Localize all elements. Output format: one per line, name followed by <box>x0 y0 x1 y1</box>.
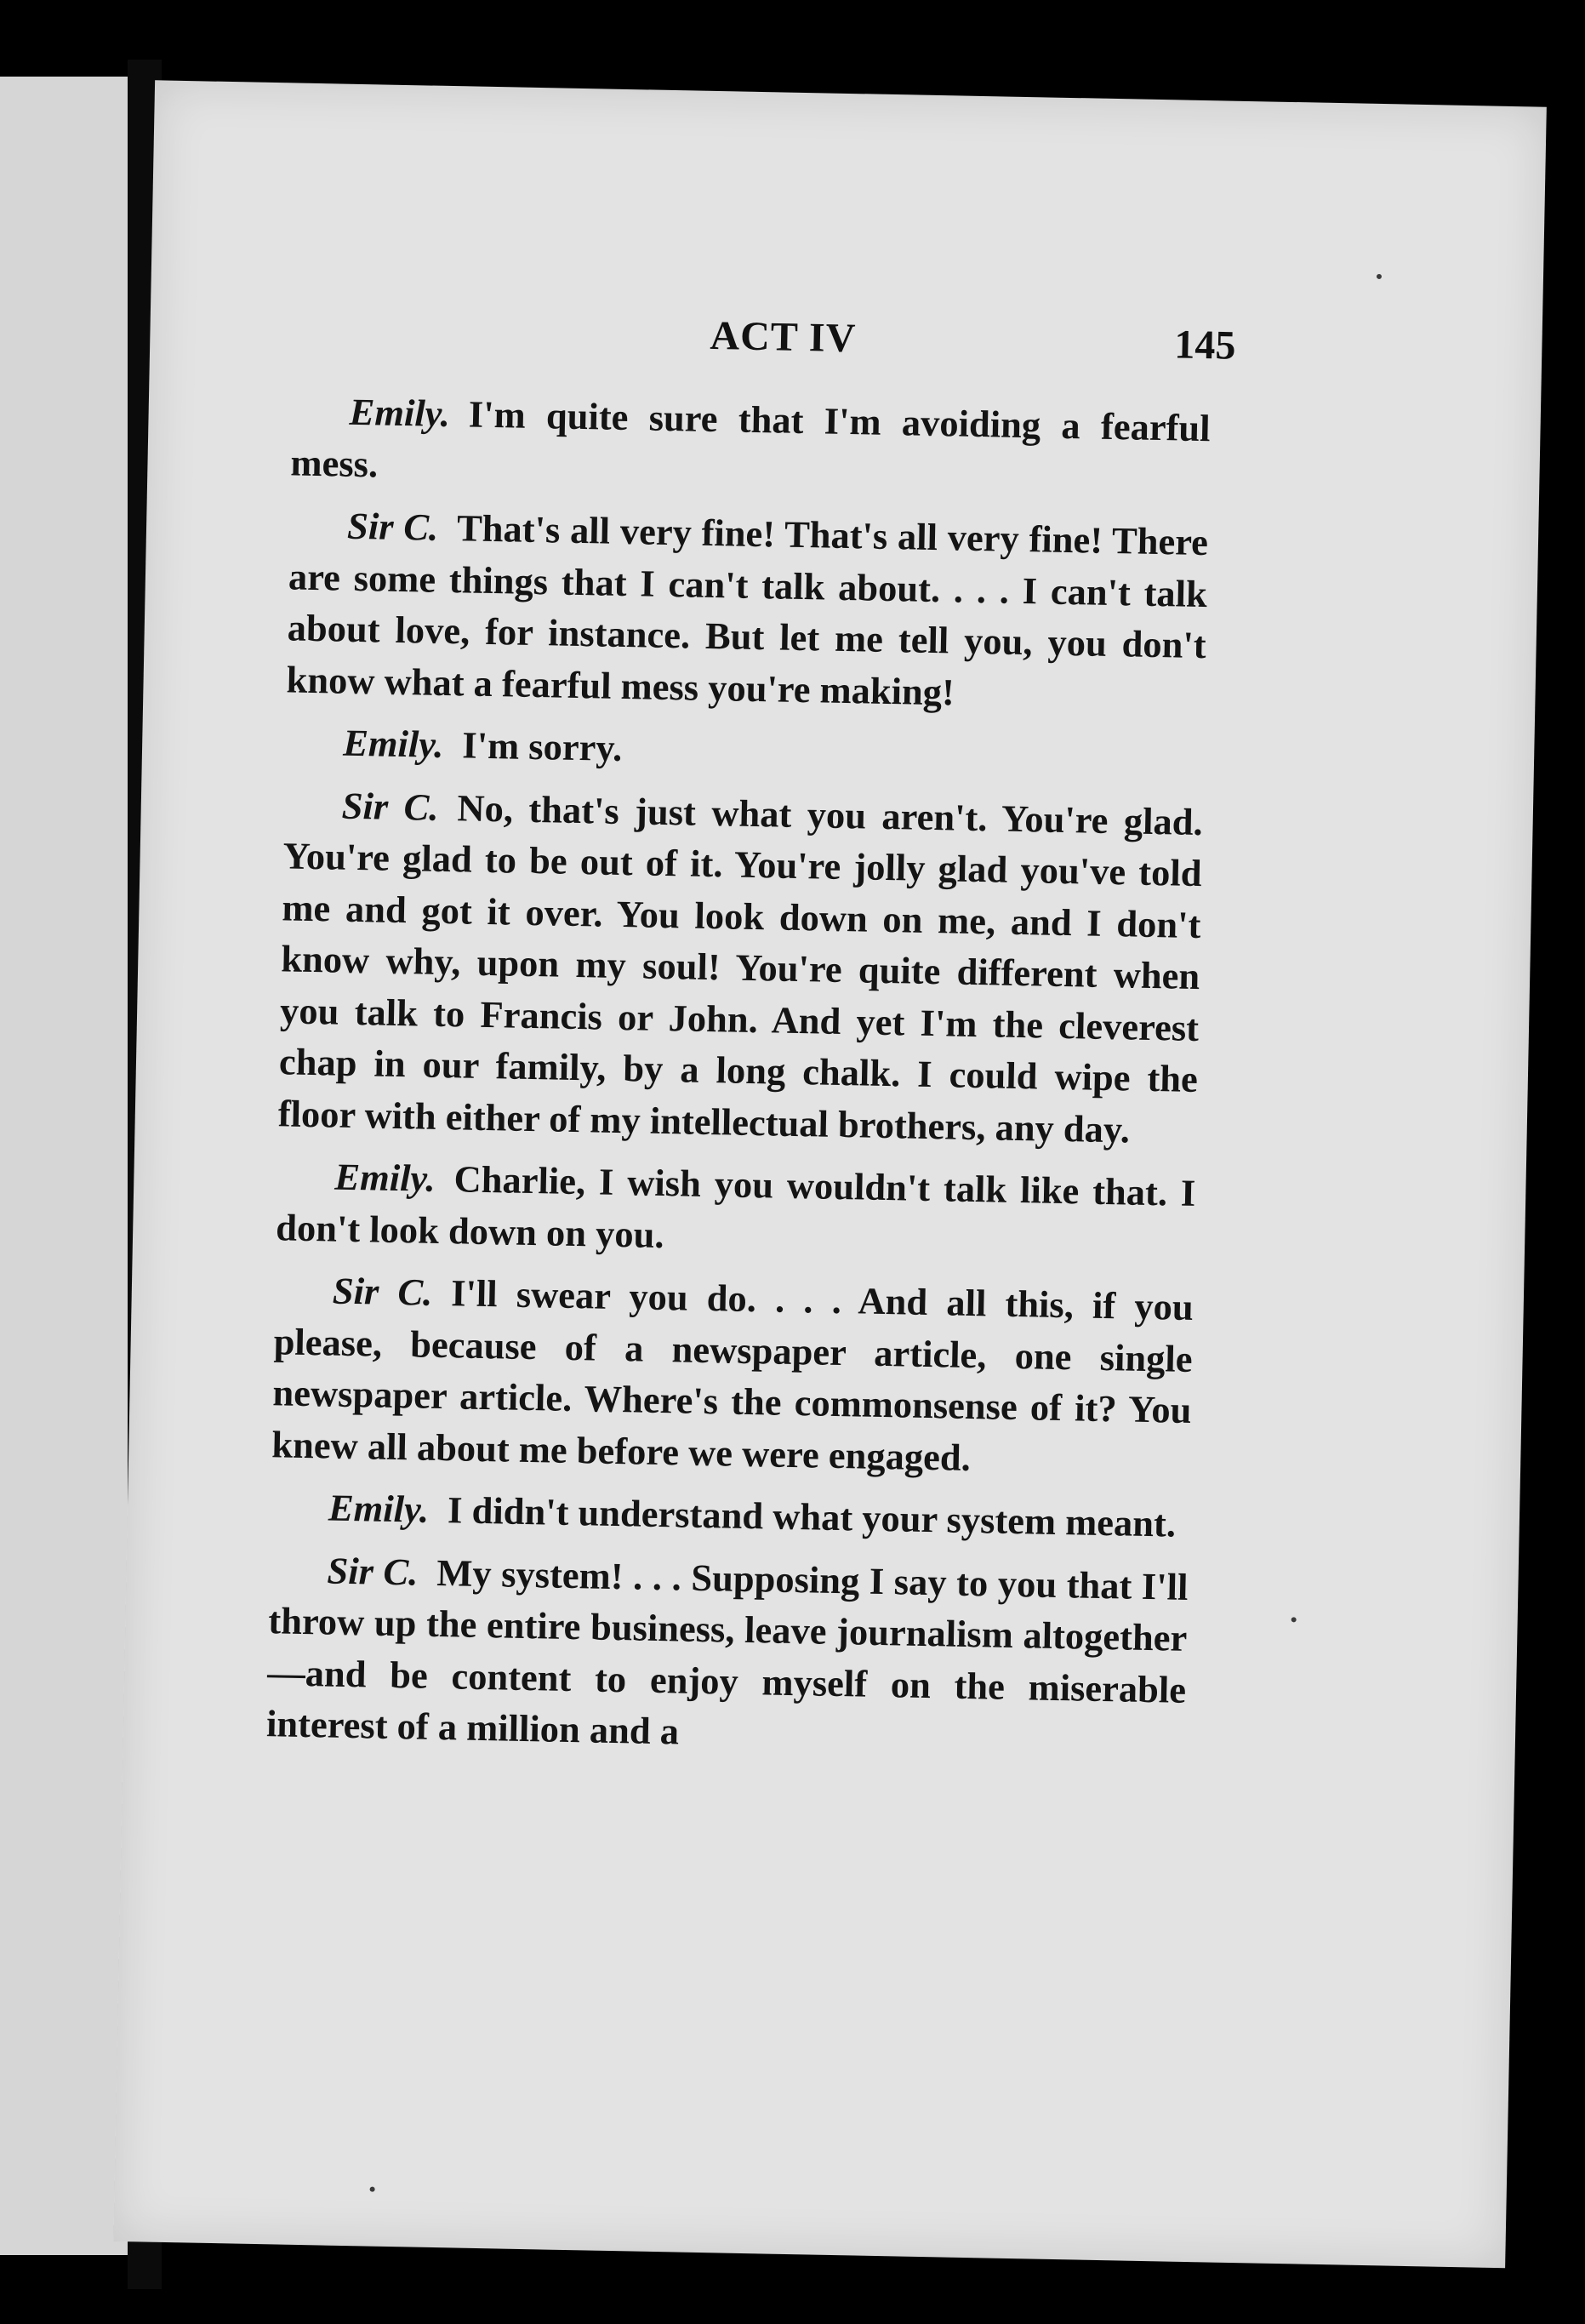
speech-text: My system! . . . Supposing I say to you that I'll throw up the entire business, leave journalism altogether—and be content to enjoy myself on the miserable interest of a million and a <box>265 1550 1189 1753</box>
page-number: 145 <box>1173 322 1236 368</box>
speech-text: I'm sorry. <box>461 723 623 769</box>
dialogue-line <box>271 1264 1194 1487</box>
running-head: ACT IV <box>710 312 857 362</box>
dialogue-line <box>277 779 1203 1156</box>
speaker-name: Sir C. <box>346 504 439 549</box>
dialogue-line <box>290 385 1211 505</box>
previous-page-edge <box>0 77 130 2255</box>
speaker-name: Emily. <box>349 390 451 436</box>
speaker-name: Emily. <box>334 1155 436 1200</box>
speech-text: No, that's just what you aren't. You're glad. You're glad to be out of it. You're jolly glad you've told me and got it over. You look down on me, and I don't know why, upon my soul! You're quite different when you talk to Francis or John. And yet I'm the cleverest chap in our family, by a long chalk. I could wipe the floor with either of my intellectual brothers, any day. <box>277 785 1204 1151</box>
page-header <box>150 301 1542 387</box>
speech-text: I didn't understand what your system meant. <box>447 1488 1177 1545</box>
dust-speck <box>1377 274 1382 279</box>
speaker-name: Sir C. <box>341 784 439 829</box>
speech-text: I'll swear you do. . . . And all this, if you please, because of a newspaper article, one single newspaper article. Where's the commonsense of it? You knew all about me before we were engaged. <box>271 1271 1194 1479</box>
speaker-name: Emily. <box>342 721 444 766</box>
dialogue-line <box>270 1481 1189 1550</box>
speech-text: Charlie, I wish you wouldn't talk like that. I don't look down on you. <box>275 1157 1196 1256</box>
dialogue-line <box>276 1150 1196 1270</box>
dialogue-line <box>285 716 1205 785</box>
dust-speck <box>370 2187 375 2192</box>
speaker-name: Sir C. <box>327 1549 419 1594</box>
play-dialogue <box>265 385 1211 1778</box>
speaker-name: Emily. <box>328 1486 430 1531</box>
dialogue-line <box>266 1544 1189 1767</box>
book-page <box>113 80 1546 2268</box>
dust-speck <box>1291 1617 1297 1622</box>
speech-text: I'm quite sure that I'm avoiding a fearful mess. <box>290 392 1212 485</box>
dialogue-line <box>286 499 1208 722</box>
speaker-name: Sir C. <box>332 1269 433 1314</box>
speech-text: That's all very fine! That's all very fine! There are some things that I can't talk about. . . . I can't talk about love, for instance. But let me tell you, you don't know what a fearful mess you're making! <box>286 506 1209 713</box>
